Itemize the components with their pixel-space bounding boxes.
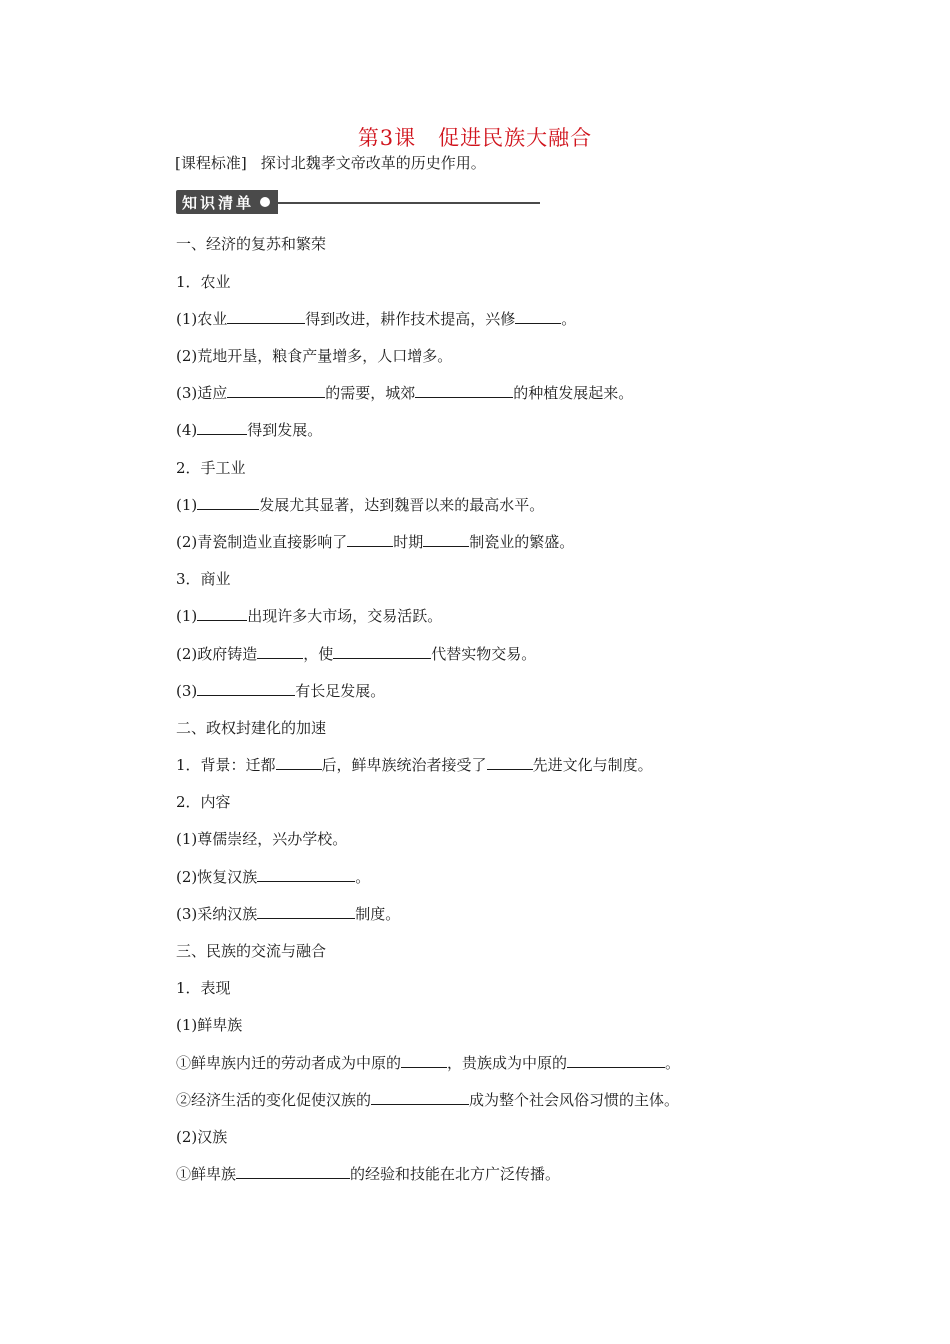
worksheet-line (176, 234, 326, 254)
line-text: 的需要，城郊 (325, 384, 416, 402)
fill-in-blank[interactable] (276, 755, 322, 770)
course-standard-label: [课程标准] (175, 154, 247, 172)
line-text: ，贵族成为中原的 (447, 1054, 568, 1072)
line-text: 制度。 (355, 905, 401, 923)
line-text: (3)适应 (176, 384, 228, 402)
line-text: (2)青瓷制造业直接影响了 (176, 533, 348, 551)
line-text: 一、经济的复苏和繁荣 (176, 235, 327, 253)
knowledge-list-banner (176, 190, 540, 214)
knowledge-list-label-box (176, 190, 278, 214)
course-standard-text: 探讨北魏孝文帝改革的历史作用。 (260, 154, 486, 172)
lesson-title: 第3课 促进民族大融合 (357, 126, 593, 150)
line-text: 2．手工业 (176, 459, 246, 477)
line-text: 1．农业 (176, 273, 231, 291)
course-standard (175, 152, 486, 173)
line-text: 3．商业 (176, 570, 231, 588)
line-text: (1)鲜卑族 (176, 1016, 243, 1034)
fill-in-blank[interactable] (197, 606, 247, 621)
fill-in-blank[interactable] (333, 644, 431, 659)
line-text: 有长足发展。 (295, 682, 386, 700)
fill-in-blank[interactable] (423, 532, 469, 547)
fill-in-blank[interactable] (347, 532, 393, 547)
worksheet-line (176, 1090, 679, 1110)
fill-in-blank[interactable] (257, 644, 303, 659)
fill-in-blank[interactable] (197, 681, 295, 696)
line-text: 。 (665, 1054, 681, 1072)
line-text: ②经济生活的变化促使汉族的 (176, 1091, 372, 1109)
fill-in-blank[interactable] (227, 309, 305, 324)
worksheet-line (176, 569, 231, 589)
line-text: ，使 (303, 645, 334, 663)
fill-in-blank[interactable] (227, 383, 325, 398)
worksheet-line (176, 792, 231, 812)
fill-in-blank[interactable] (257, 867, 355, 882)
line-text: 。 (355, 868, 371, 886)
line-text: (1)尊儒崇经，兴办学校。 (176, 830, 348, 848)
fill-in-blank[interactable] (197, 420, 247, 435)
line-text: (1) (176, 496, 198, 514)
worksheet-line (176, 829, 347, 849)
line-text: (3)采纳汉族 (176, 905, 258, 923)
worksheet-line (176, 644, 536, 664)
knowledge-list-label: 知识清单 (182, 193, 255, 212)
line-text: (2)恢复汉族 (176, 868, 258, 886)
line-text: (3) (176, 682, 198, 700)
worksheet-line (176, 272, 231, 292)
line-text: (2)荒地开垦，粮食产量增多，人口增多。 (176, 347, 453, 365)
worksheet-line (176, 867, 370, 887)
worksheet-line (176, 941, 326, 961)
fill-in-blank[interactable] (567, 1053, 665, 1068)
worksheet-line (176, 978, 231, 998)
fill-in-blank[interactable] (371, 1090, 469, 1105)
line-text: (1) (176, 607, 198, 625)
line-text: 1．背景：迁都 (176, 756, 276, 774)
worksheet-line (176, 309, 576, 329)
line-text: (2)汉族 (176, 1128, 228, 1146)
line-text: (1)农业 (176, 310, 228, 328)
line-text: 1．表现 (176, 979, 231, 997)
fill-in-blank[interactable] (236, 1164, 350, 1179)
banner-rule (278, 202, 540, 204)
line-text: 时期 (393, 533, 424, 551)
line-text: 成为整个社会风俗习惯的主体。 (469, 1091, 680, 1109)
line-text: 2．内容 (176, 793, 231, 811)
worksheet-line (176, 718, 326, 738)
worksheet-line (176, 346, 452, 366)
fill-in-blank[interactable] (257, 904, 355, 919)
worksheet-line (176, 532, 574, 552)
worksheet-line (176, 458, 246, 478)
fill-in-blank[interactable] (197, 495, 259, 510)
fill-in-blank[interactable] (515, 309, 561, 324)
worksheet-line (176, 904, 400, 924)
line-text: ①鲜卑族内迁的劳动者成为中原的 (176, 1054, 402, 1072)
worksheet-line (176, 1164, 560, 1184)
worksheet-line (176, 1127, 227, 1147)
line-text: (2)政府铸造 (176, 645, 258, 663)
line-text: 得到改进，耕作技术提高，兴修 (305, 310, 516, 328)
line-text: 的种植发展起来。 (513, 384, 634, 402)
worksheet-line (176, 606, 442, 626)
fill-in-blank[interactable] (415, 383, 513, 398)
worksheet-line (176, 1015, 242, 1035)
worksheet-line (176, 495, 544, 515)
line-text: 三、民族的交流与融合 (176, 942, 327, 960)
line-text: 的经验和技能在北方广泛传播。 (350, 1165, 561, 1183)
line-text: 。 (561, 310, 577, 328)
line-text: 出现许多大市场，交易活跃。 (247, 607, 443, 625)
line-text: 后，鲜卑族统治者接受了 (321, 756, 487, 774)
line-text: 制瓷业的繁盛。 (469, 533, 575, 551)
line-text: 先进文化与制度。 (532, 756, 653, 774)
line-text: (4) (176, 421, 198, 439)
worksheet-line (176, 420, 322, 440)
fill-in-blank[interactable] (487, 755, 533, 770)
line-text: 二、政权封建化的加速 (176, 719, 327, 737)
worksheet-line (176, 755, 653, 775)
worksheet-line (176, 383, 633, 403)
bullet-dot-icon (260, 197, 270, 207)
worksheet-line (176, 1053, 680, 1073)
line-text: ①鲜卑族 (176, 1165, 237, 1183)
line-text: 发展尤其显著，达到魏晋以来的最高水平。 (259, 496, 545, 514)
line-text: 代替实物交易。 (431, 645, 537, 663)
line-text: 得到发展。 (247, 421, 323, 439)
worksheet-line (176, 681, 385, 701)
fill-in-blank[interactable] (401, 1053, 447, 1068)
